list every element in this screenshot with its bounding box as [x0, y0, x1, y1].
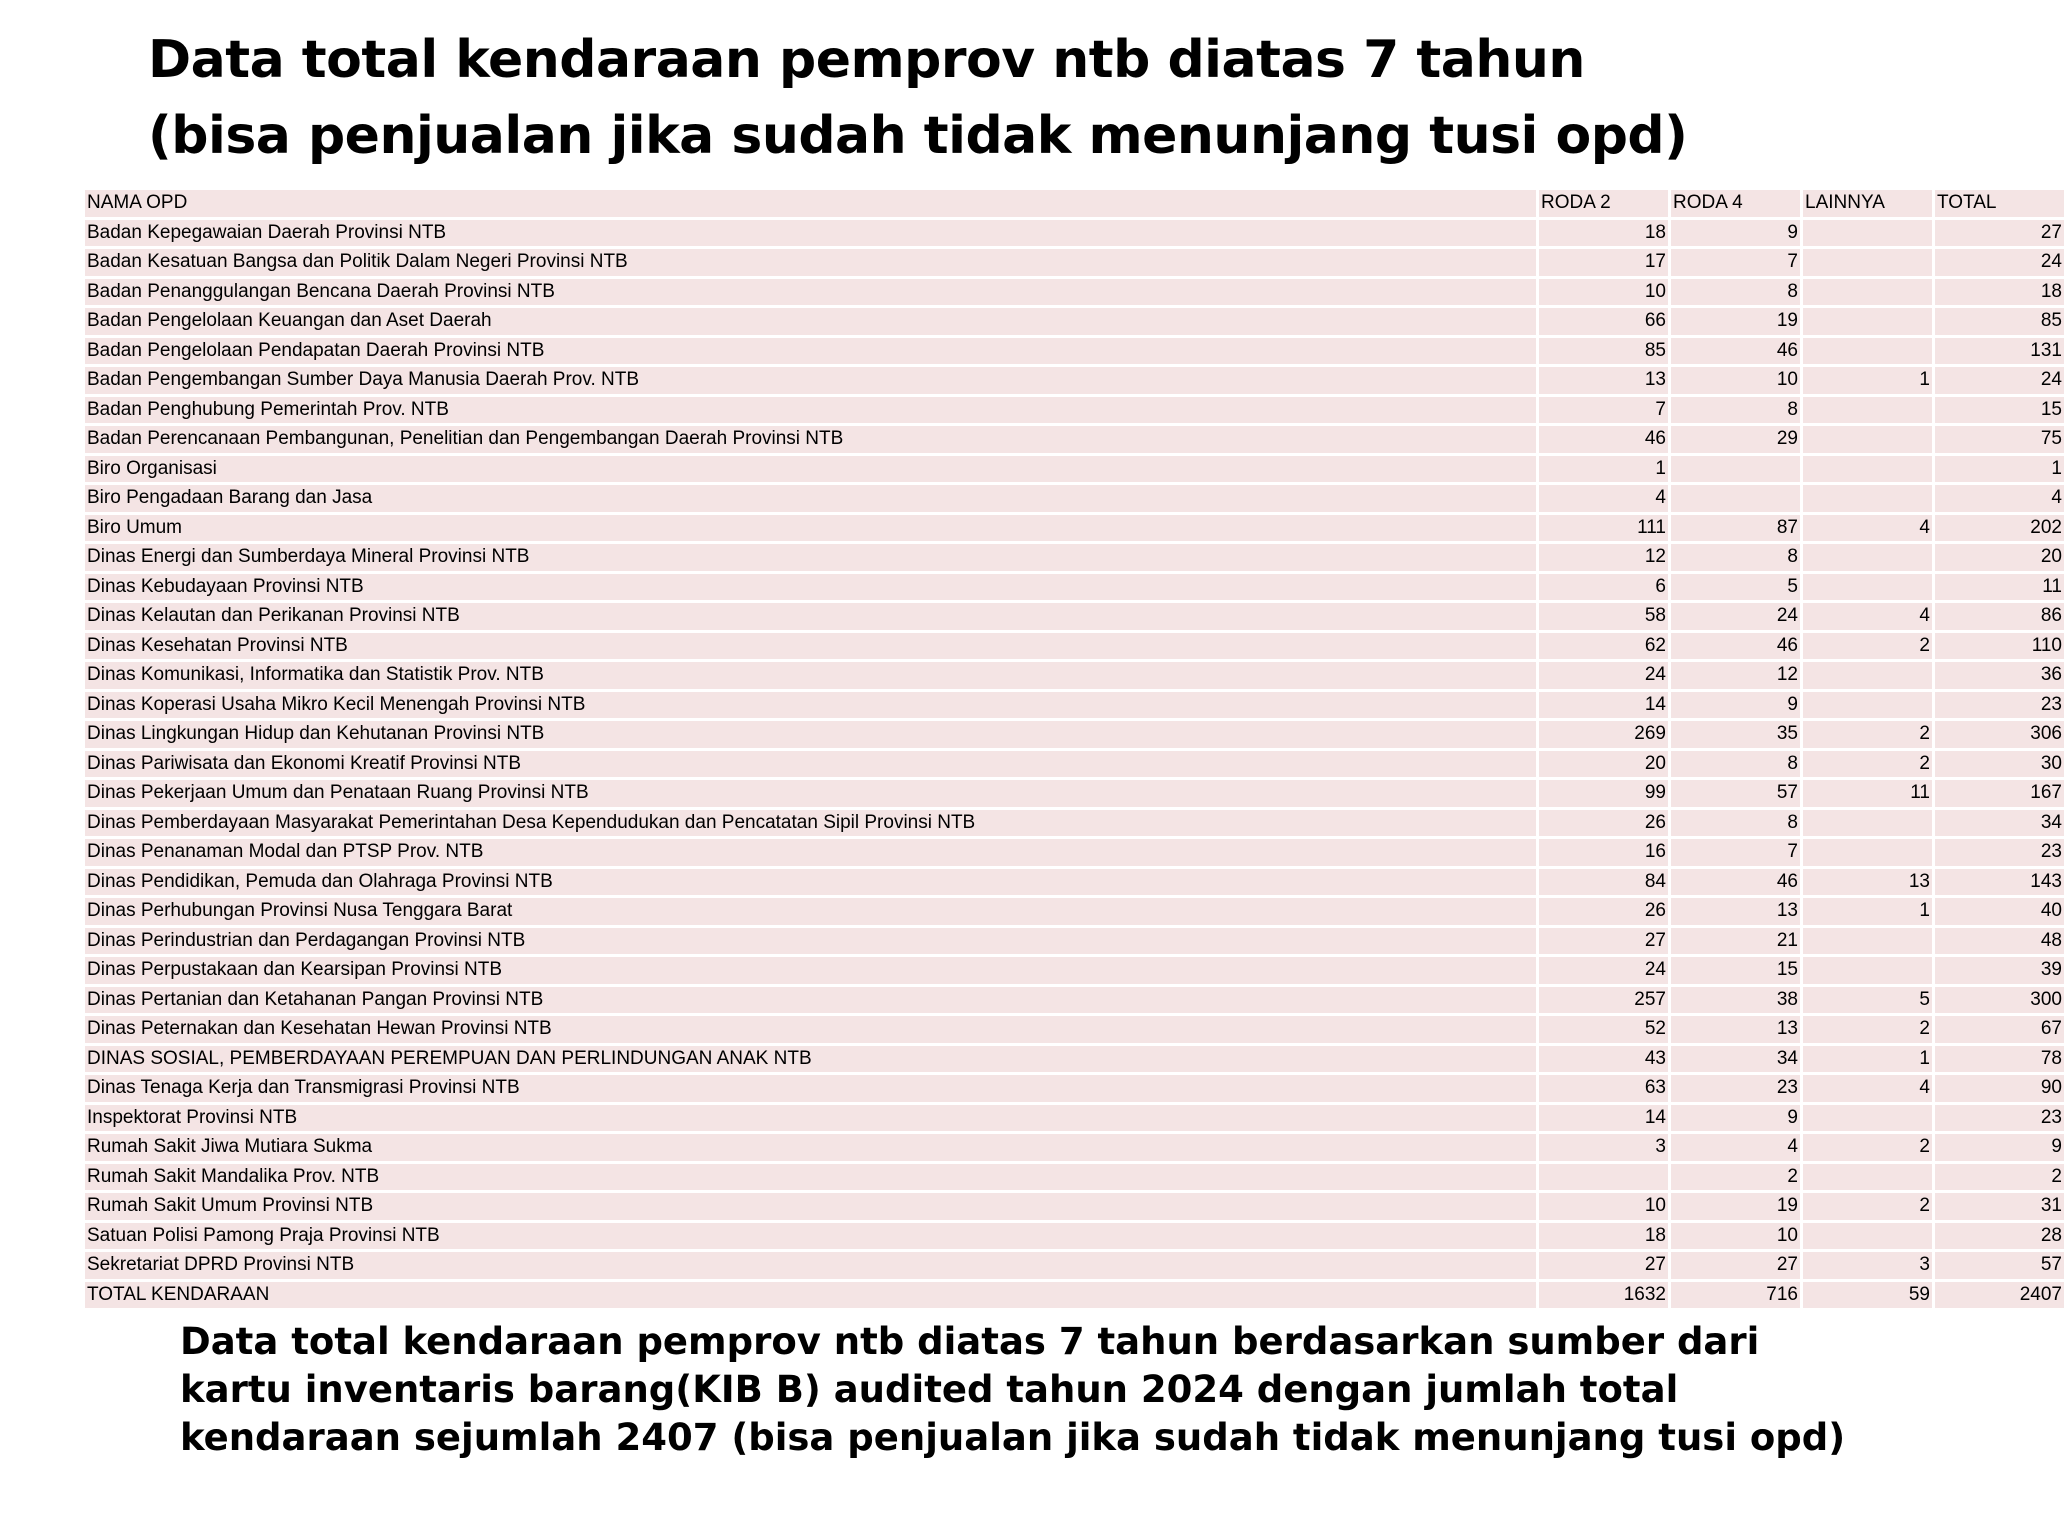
- cell-roda-4: 8: [1671, 810, 1800, 837]
- table-row: [85, 574, 2064, 601]
- cell-lainnya: 2: [1803, 1193, 1932, 1220]
- cell-nama-opd: TOTAL KENDARAAN: [85, 1282, 1536, 1309]
- cell-total: 2: [1935, 1164, 2064, 1191]
- table-row: [85, 456, 2064, 483]
- cell-roda-2: 1632: [1539, 1282, 1668, 1309]
- cell-total: 28: [1935, 1223, 2064, 1250]
- table-row: [85, 1193, 2064, 1220]
- cell-roda-4: [1671, 485, 1800, 512]
- cell-lainnya: [1803, 485, 1932, 512]
- cell-roda-2: 99: [1539, 780, 1668, 807]
- cell-total: 167: [1935, 780, 2064, 807]
- cell-lainnya: 2: [1803, 1016, 1932, 1043]
- cell-nama-opd: Badan Pengembangan Sumber Daya Manusia Daerah Prov. NTB: [85, 367, 1536, 394]
- cell-roda-4: 7: [1671, 839, 1800, 866]
- cell-roda-4: 87: [1671, 515, 1800, 542]
- cell-roda-2: 257: [1539, 987, 1668, 1014]
- cell-roda-4: 5: [1671, 574, 1800, 601]
- cell-roda-2: 43: [1539, 1046, 1668, 1073]
- cell-roda-2: 27: [1539, 1252, 1668, 1279]
- cell-roda-4: 4: [1671, 1134, 1800, 1161]
- table-row: [85, 515, 2064, 542]
- table-row: [85, 987, 2064, 1014]
- cell-total: 110: [1935, 633, 2064, 660]
- cell-roda-4: 7: [1671, 249, 1800, 276]
- table-row: [85, 279, 2064, 306]
- cell-roda-2: 26: [1539, 810, 1668, 837]
- cell-roda-4: 57: [1671, 780, 1800, 807]
- table-row: [85, 898, 2064, 925]
- caption-line-2: kartu inventaris barang(KIB B) audited tahun 2024 dengan jumlah total: [180, 1368, 1679, 1411]
- cell-roda-4: 9: [1671, 220, 1800, 247]
- caption: [180, 1318, 1980, 1462]
- cell-nama-opd: Dinas Koperasi Usaha Mikro Kecil Menengah Provinsi NTB: [85, 692, 1536, 719]
- cell-roda-2: 14: [1539, 692, 1668, 719]
- cell-nama-opd: Dinas Lingkungan Hidup dan Kehutanan Provinsi NTB: [85, 721, 1536, 748]
- cell-roda-2: 18: [1539, 1223, 1668, 1250]
- cell-roda-4: 8: [1671, 544, 1800, 571]
- cell-roda-4: 27: [1671, 1252, 1800, 1279]
- cell-total: 75: [1935, 426, 2064, 453]
- cell-roda-2: 62: [1539, 633, 1668, 660]
- cell-total: 90: [1935, 1075, 2064, 1102]
- cell-total: 4: [1935, 485, 2064, 512]
- table-header-row: [85, 190, 2064, 217]
- cell-total: 85: [1935, 308, 2064, 335]
- cell-roda-4: 8: [1671, 751, 1800, 778]
- cell-total: 1: [1935, 456, 2064, 483]
- cell-nama-opd: Dinas Energi dan Sumberdaya Mineral Provinsi NTB: [85, 544, 1536, 571]
- header-total: TOTAL: [1935, 190, 2064, 217]
- cell-roda-4: 19: [1671, 308, 1800, 335]
- cell-lainnya: [1803, 456, 1932, 483]
- cell-total: 23: [1935, 839, 2064, 866]
- cell-lainnya: [1803, 397, 1932, 424]
- cell-nama-opd: Rumah Sakit Umum Provinsi NTB: [85, 1193, 1536, 1220]
- table-row: [85, 692, 2064, 719]
- cell-roda-2: 10: [1539, 279, 1668, 306]
- table-row: [85, 662, 2064, 689]
- table-row: [85, 367, 2064, 394]
- cell-total: 31: [1935, 1193, 2064, 1220]
- cell-nama-opd: DINAS SOSIAL, PEMBERDAYAAN PEREMPUAN DAN PERLINDUNGAN ANAK NTB: [85, 1046, 1536, 1073]
- table-row: [85, 839, 2064, 866]
- header-roda-4: RODA 4: [1671, 190, 1800, 217]
- cell-roda-4: 13: [1671, 898, 1800, 925]
- table-row: [85, 397, 2064, 424]
- table-row: [85, 426, 2064, 453]
- table-row: [85, 1252, 2064, 1279]
- cell-lainnya: [1803, 1105, 1932, 1132]
- cell-nama-opd: Badan Penghubung Pemerintah Prov. NTB: [85, 397, 1536, 424]
- cell-roda-2: 3: [1539, 1134, 1668, 1161]
- cell-roda-2: 12: [1539, 544, 1668, 571]
- cell-lainnya: 1: [1803, 367, 1932, 394]
- cell-total: 131: [1935, 338, 2064, 365]
- cell-roda-2: 24: [1539, 957, 1668, 984]
- cell-lainnya: [1803, 928, 1932, 955]
- cell-roda-4: 13: [1671, 1016, 1800, 1043]
- cell-roda-2: 58: [1539, 603, 1668, 630]
- cell-total: 11: [1935, 574, 2064, 601]
- cell-lainnya: [1803, 279, 1932, 306]
- cell-nama-opd: Sekretariat DPRD Provinsi NTB: [85, 1252, 1536, 1279]
- cell-total: 34: [1935, 810, 2064, 837]
- cell-roda-2: 269: [1539, 721, 1668, 748]
- cell-nama-opd: Dinas Pendidikan, Pemuda dan Olahraga Provinsi NTB: [85, 869, 1536, 896]
- title-line-2: (bisa penjualan jika sudah tidak menunjang tusi opd): [148, 106, 1688, 166]
- cell-nama-opd: Dinas Pemberdayaan Masyarakat Pemerintahan Desa Kependudukan dan Pencatatan Sipil Provinsi NTB: [85, 810, 1536, 837]
- cell-lainnya: 2: [1803, 721, 1932, 748]
- cell-roda-2: 20: [1539, 751, 1668, 778]
- cell-roda-4: 716: [1671, 1282, 1800, 1309]
- cell-roda-2: 27: [1539, 928, 1668, 955]
- page-title: [148, 22, 1948, 174]
- cell-total: 23: [1935, 692, 2064, 719]
- cell-roda-2: 111: [1539, 515, 1668, 542]
- cell-nama-opd: Dinas Kesehatan Provinsi NTB: [85, 633, 1536, 660]
- table-row: [85, 928, 2064, 955]
- table-row: [85, 249, 2064, 276]
- cell-total: 306: [1935, 721, 2064, 748]
- cell-total: 202: [1935, 515, 2064, 542]
- cell-nama-opd: Badan Perencanaan Pembangunan, Penelitian dan Pengembangan Daerah Provinsi NTB: [85, 426, 1536, 453]
- cell-total: 2407: [1935, 1282, 2064, 1309]
- cell-roda-4: 24: [1671, 603, 1800, 630]
- caption-line-3: kendaraan sejumlah 2407 (bisa penjualan jika sudah tidak menunjang tusi opd): [180, 1416, 1846, 1459]
- cell-lainnya: [1803, 220, 1932, 247]
- cell-total: 67: [1935, 1016, 2064, 1043]
- cell-roda-4: 10: [1671, 367, 1800, 394]
- cell-total: 24: [1935, 249, 2064, 276]
- cell-roda-2: 1: [1539, 456, 1668, 483]
- cell-nama-opd: Dinas Komunikasi, Informatika dan Statistik Prov. NTB: [85, 662, 1536, 689]
- cell-total: 40: [1935, 898, 2064, 925]
- cell-roda-2: 85: [1539, 338, 1668, 365]
- cell-nama-opd: Biro Organisasi: [85, 456, 1536, 483]
- table-row: [85, 721, 2064, 748]
- cell-roda-2: 84: [1539, 869, 1668, 896]
- cell-roda-2: 4: [1539, 485, 1668, 512]
- table-row: [85, 1075, 2064, 1102]
- header-nama-opd: NAMA OPD: [85, 190, 1536, 217]
- cell-total: 86: [1935, 603, 2064, 630]
- table-row: [85, 810, 2064, 837]
- cell-lainnya: 1: [1803, 898, 1932, 925]
- cell-roda-2: 10: [1539, 1193, 1668, 1220]
- cell-roda-2: 46: [1539, 426, 1668, 453]
- cell-nama-opd: Badan Penanggulangan Bencana Daerah Provinsi NTB: [85, 279, 1536, 306]
- cell-roda-4: 34: [1671, 1046, 1800, 1073]
- cell-lainnya: 5: [1803, 987, 1932, 1014]
- cell-nama-opd: Badan Kesatuan Bangsa dan Politik Dalam Negeri Provinsi NTB: [85, 249, 1536, 276]
- cell-roda-4: 35: [1671, 721, 1800, 748]
- cell-roda-4: 46: [1671, 633, 1800, 660]
- cell-lainnya: [1803, 839, 1932, 866]
- cell-roda-4: 46: [1671, 338, 1800, 365]
- cell-nama-opd: Dinas Kebudayaan Provinsi NTB: [85, 574, 1536, 601]
- cell-nama-opd: Biro Umum: [85, 515, 1536, 542]
- cell-lainnya: [1803, 338, 1932, 365]
- cell-lainnya: 13: [1803, 869, 1932, 896]
- cell-total: 78: [1935, 1046, 2064, 1073]
- cell-roda-4: 8: [1671, 279, 1800, 306]
- cell-roda-4: 8: [1671, 397, 1800, 424]
- cell-roda-2: 24: [1539, 662, 1668, 689]
- cell-nama-opd: Dinas Kelautan dan Perikanan Provinsi NTB: [85, 603, 1536, 630]
- table-row: [85, 1016, 2064, 1043]
- table-row: [85, 780, 2064, 807]
- table-row: [85, 485, 2064, 512]
- cell-nama-opd: Dinas Pariwisata dan Ekonomi Kreatif Provinsi NTB: [85, 751, 1536, 778]
- cell-roda-4: 12: [1671, 662, 1800, 689]
- cell-lainnya: [1803, 662, 1932, 689]
- cell-total: 143: [1935, 869, 2064, 896]
- cell-nama-opd: Dinas Pertanian dan Ketahanan Pangan Provinsi NTB: [85, 987, 1536, 1014]
- cell-roda-4: 10: [1671, 1223, 1800, 1250]
- cell-roda-2: 17: [1539, 249, 1668, 276]
- cell-nama-opd: Dinas Pekerjaan Umum dan Penataan Ruang Provinsi NTB: [85, 780, 1536, 807]
- table-total-row: [85, 1282, 2064, 1309]
- cell-lainnya: 4: [1803, 603, 1932, 630]
- cell-nama-opd: Badan Kepegawaian Daerah Provinsi NTB: [85, 220, 1536, 247]
- cell-roda-4: 21: [1671, 928, 1800, 955]
- cell-lainnya: 2: [1803, 633, 1932, 660]
- cell-total: 27: [1935, 220, 2064, 247]
- cell-lainnya: [1803, 1164, 1932, 1191]
- cell-lainnya: 11: [1803, 780, 1932, 807]
- cell-lainnya: 1: [1803, 1046, 1932, 1073]
- cell-lainnya: 2: [1803, 751, 1932, 778]
- table-row: [85, 1046, 2064, 1073]
- cell-roda-4: 46: [1671, 869, 1800, 896]
- cell-total: 18: [1935, 279, 2064, 306]
- table-row: [85, 869, 2064, 896]
- cell-lainnya: [1803, 1223, 1932, 1250]
- cell-lainnya: [1803, 692, 1932, 719]
- cell-roda-2: 18: [1539, 220, 1668, 247]
- cell-roda-2: [1539, 1164, 1668, 1191]
- table-row: [85, 308, 2064, 335]
- cell-nama-opd: Badan Pengelolaan Keuangan dan Aset Daerah: [85, 308, 1536, 335]
- cell-lainnya: [1803, 426, 1932, 453]
- cell-roda-4: 29: [1671, 426, 1800, 453]
- cell-lainnya: [1803, 544, 1932, 571]
- cell-total: 24: [1935, 367, 2064, 394]
- cell-total: 36: [1935, 662, 2064, 689]
- cell-roda-2: 6: [1539, 574, 1668, 601]
- cell-lainnya: 4: [1803, 515, 1932, 542]
- cell-nama-opd: Dinas Perindustrian dan Perdagangan Provinsi NTB: [85, 928, 1536, 955]
- vehicle-table-container: [85, 190, 2062, 1308]
- cell-roda-2: 13: [1539, 367, 1668, 394]
- cell-total: 57: [1935, 1252, 2064, 1279]
- cell-nama-opd: Biro Pengadaan Barang dan Jasa: [85, 485, 1536, 512]
- cell-roda-2: 7: [1539, 397, 1668, 424]
- cell-lainnya: 3: [1803, 1252, 1932, 1279]
- cell-roda-2: 14: [1539, 1105, 1668, 1132]
- vehicle-table: [82, 187, 2067, 1311]
- cell-roda-2: 26: [1539, 898, 1668, 925]
- table-row: [85, 957, 2064, 984]
- cell-nama-opd: Dinas Penanaman Modal dan PTSP Prov. NTB: [85, 839, 1536, 866]
- table-row: [85, 220, 2064, 247]
- table-row: [85, 1223, 2064, 1250]
- cell-total: 20: [1935, 544, 2064, 571]
- cell-lainnya: 2: [1803, 1134, 1932, 1161]
- cell-lainnya: [1803, 957, 1932, 984]
- cell-roda-4: 15: [1671, 957, 1800, 984]
- table-body: [85, 220, 2064, 1309]
- table-row: [85, 751, 2064, 778]
- cell-lainnya: 4: [1803, 1075, 1932, 1102]
- cell-nama-opd: Dinas Perpustakaan dan Kearsipan Provinsi NTB: [85, 957, 1536, 984]
- cell-roda-4: 2: [1671, 1164, 1800, 1191]
- cell-nama-opd: Satuan Polisi Pamong Praja Provinsi NTB: [85, 1223, 1536, 1250]
- cell-roda-4: 19: [1671, 1193, 1800, 1220]
- table-row: [85, 1164, 2064, 1191]
- header-lainnya: LAINNYA: [1803, 190, 1932, 217]
- cell-total: 39: [1935, 957, 2064, 984]
- title-line-1: Data total kendaraan pemprov ntb diatas 7 tahun: [148, 30, 1585, 90]
- cell-nama-opd: Rumah Sakit Mandalika Prov. NTB: [85, 1164, 1536, 1191]
- cell-nama-opd: Badan Pengelolaan Pendapatan Daerah Provinsi NTB: [85, 338, 1536, 365]
- cell-nama-opd: Dinas Perhubungan Provinsi Nusa Tenggara Barat: [85, 898, 1536, 925]
- cell-total: 23: [1935, 1105, 2064, 1132]
- table-row: [85, 603, 2064, 630]
- cell-roda-4: 23: [1671, 1075, 1800, 1102]
- cell-nama-opd: Rumah Sakit Jiwa Mutiara Sukma: [85, 1134, 1536, 1161]
- header-roda-2: RODA 2: [1539, 190, 1668, 217]
- table-row: [85, 633, 2064, 660]
- cell-lainnya: 59: [1803, 1282, 1932, 1309]
- table-row: [85, 1134, 2064, 1161]
- table-row: [85, 338, 2064, 365]
- cell-nama-opd: Inspektorat Provinsi NTB: [85, 1105, 1536, 1132]
- cell-total: 30: [1935, 751, 2064, 778]
- cell-roda-4: 38: [1671, 987, 1800, 1014]
- cell-lainnya: [1803, 308, 1932, 335]
- table-row: [85, 1105, 2064, 1132]
- cell-roda-2: 66: [1539, 308, 1668, 335]
- table-row: [85, 544, 2064, 571]
- cell-nama-opd: Dinas Tenaga Kerja dan Transmigrasi Provinsi NTB: [85, 1075, 1536, 1102]
- cell-lainnya: [1803, 574, 1932, 601]
- cell-roda-2: 52: [1539, 1016, 1668, 1043]
- caption-line-1: Data total kendaraan pemprov ntb diatas 7 tahun berdasarkan sumber dari: [180, 1320, 1760, 1363]
- cell-lainnya: [1803, 810, 1932, 837]
- cell-total: 9: [1935, 1134, 2064, 1161]
- cell-roda-4: 9: [1671, 692, 1800, 719]
- cell-total: 300: [1935, 987, 2064, 1014]
- cell-lainnya: [1803, 249, 1932, 276]
- cell-total: 15: [1935, 397, 2064, 424]
- cell-nama-opd: Dinas Peternakan dan Kesehatan Hewan Provinsi NTB: [85, 1016, 1536, 1043]
- cell-roda-4: 9: [1671, 1105, 1800, 1132]
- cell-roda-2: 16: [1539, 839, 1668, 866]
- cell-total: 48: [1935, 928, 2064, 955]
- cell-roda-4: [1671, 456, 1800, 483]
- cell-roda-2: 63: [1539, 1075, 1668, 1102]
